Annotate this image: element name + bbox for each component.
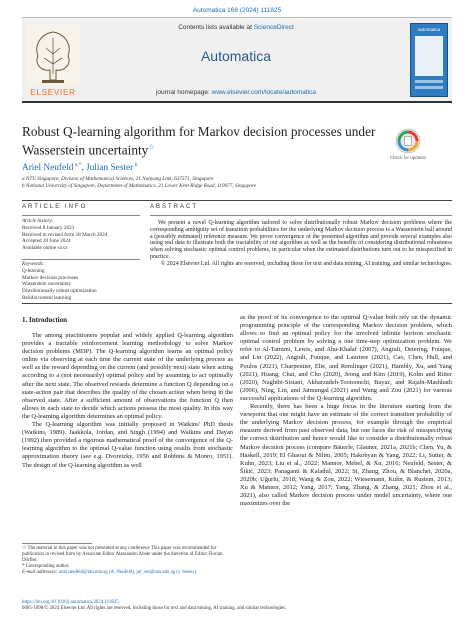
article-history: Article history: Received 8 January 2023 Received in revised form 18 March 2024 Accepted 20 June 2024 Available online xxxx — [22, 218, 140, 252]
journal-reference[interactable]: Automatica 168 (2024) 111825 — [192, 7, 282, 14]
abstract-text: We present a novel Q-learning algorithm tailored to solve distributionally robust Markov decision problems where the corresponding ambiguity set of transition probabilities for the underlying Markov decision process is a Wasserstein ball around a (possibly estimated) reference measure. We prove convergence of the presented algorithm and provide several examples also using real data to illustrate both the tractability of our algorithm as well as the benefits of considering distributional robustness when solving stochastic optimal control problems, in particular when the estimated distributions turn out to be misspecified in practice. — [150, 220, 452, 260]
intro-left-column — [22, 332, 233, 470]
cover-label: automatica — [417, 27, 440, 32]
history-item: Accepted 20 June 2024 — [22, 238, 71, 245]
elsevier-tree-logo — [26, 24, 80, 86]
author-1-marks: a,* — [73, 162, 82, 168]
affiliation-a: a NTU Singapore, Division of Mathematical Sciences, 21 Nanyang Link, 637371, Singapore — [22, 176, 214, 182]
keyword: Distributionally robust optimization — [22, 288, 97, 295]
keywords: Keywords: Q-learning Markov decision processes Wasserstein uncertainty Distributionally robust optimization Reinforcement learning — [22, 261, 140, 302]
divider — [22, 215, 140, 216]
check-for-updates-label[interactable]: Check for updates — [389, 155, 427, 160]
abstract-copyright: © 2024 Elsevier Ltd. All rights are reserved, including those for text and data mining, AI training, and similar technologies. — [160, 260, 452, 267]
email-links[interactable]: ariel.neufeld@ntu.edu.sg (A. Neufeld), jul_ses@nus.edu.sg (J. Sester). — [58, 570, 198, 576]
history-item: Received 8 January 2023 — [22, 224, 75, 231]
homepage-line: journal homepage: www.elsevier.com/locate/automatica — [155, 89, 317, 96]
contents-line: Contents lists available at ScienceDirect — [178, 24, 294, 31]
keyword: Markov decision processes — [22, 274, 79, 281]
journal-header — [22, 17, 452, 103]
paper-title — [22, 124, 382, 157]
affiliation-b: b National University of Singapore, Department of Mathematics, 21 Lower Kent Ridge Road, 119077, Singapore — [22, 183, 257, 189]
article-info-heading: ARTICLE INFO — [22, 204, 88, 210]
footnote-emails: E-mail addresses: ariel.neufeld@ntu.edu.sg (A. Neufeld), jul_ses@nus.edu.sg (J. Sester). — [22, 570, 198, 576]
title-footnote-mark[interactable]: ☆ — [148, 142, 155, 151]
intro-paragraph-3: as the proof of its convergence to the optimal Q-value both rely on the dynamic programming principle of the corresponding Markov decision problem, which allows to find an optimal policy for the involved infinite horizon stochastic optimal control problem by solving a one time-step optimization problem. We refer to Al-Tamimi, Lewis, and Abu-Khalaf (2007), Angiuli, Detering, Fouque, and Lin (2022), Angiuli, Fouque, and Lauriere (2021), Cao, Chen, Hull, and Poulos (2021), Charpentier, Elie, and Remlinger (2021), Hambly, Xu, and Yang (2021), Huang, Chai, and Cho (2020), Jeong and Kim (2019), Kolm and Ritter (2020), Naghibi-Sistani, Akbarzadeh-Tootoonchi, Bayaz, and Rajabi-Mashhadi (2006), Ning, Lin, and Jaimungal (2021) and Wang and Zou (2021) for various successful applications of the Q-learning algorithm. — [240, 314, 452, 402]
footnotes — [22, 546, 233, 576]
title-line-2: Wasserstein uncertainty — [22, 141, 149, 157]
footnote-conference: ☆ The material in this paper was not presented at any conference This paper was recommended for publication in revised form by Associate Editor Alessandro Abate under the direction of Editor Florian Dörfler. — [22, 546, 223, 564]
section-title-introduction: 1. Introduction — [22, 316, 67, 324]
rights-statement: 0005-1098/© 2024 Elsevier Ltd. All rights are reserved, including those for text and data mining, AI training, and similar technologies. — [22, 606, 287, 612]
divider — [22, 259, 140, 260]
sciencedirect-link[interactable]: ScienceDirect — [253, 24, 294, 31]
intro-paragraph-4: Recently, there has been a huge focus in the literature starting from the viewpoint that one might have an estimate of the correct transition probability of the underlying Markov decision process, for example through the empirical measure derived from past observed data, but one faces the risk of misspecifying the correct distribution and hence would like to consider a distributionally robust Markov decision process (compare Bäuerle, Glauner, 2021a, 2021b; Chen, Yu, & Haskell, 2019; El Ghaoui & Nilim, 2005; Hakobyan & Yang, 2022; Li, Sutter, & Kuhn, 2023; Liu et al., 2022; Mannor, Mebel, & Xu, 2016; Neufeld, Sester, & Šikić, 2023; Panaganti & Kalathil, 2022; Si, Zhang, Zhou, & Blanchet, 2020a, 2020b; Uğurlu, 2018; Wang & Zou, 2022; Wiesemann, Kuhn, & Rustem, 2013; Xu & Mannor, 2012; Yang, 2017; Yang, Zhang, & Zhang, 2021; Zhou et al., 2021), also called Markov decision process under model uncertainty, where one maximizes over the — [240, 403, 452, 508]
abstract-heading: ABSTRACT — [150, 204, 199, 210]
keyword: Reinforcement learning — [22, 294, 72, 301]
journal-cover-thumbnail — [410, 23, 448, 97]
history-item: Available online xxxx — [22, 245, 68, 252]
footnote-corresponding: * Corresponding author. — [22, 564, 70, 570]
divider — [150, 215, 452, 216]
intro-paragraph-2: The Q-learning algorithm was initially proposed in Watkins' PhD thesis (Watkins, 1989). Jaakkola, Jordan, and Singh (1994) and Watkins and Dayan (1992) then provided a rigorous mathematical proof of the convergence of the Q-learning algorithm to the optimal Q-value function using results from stochastic approximation theory (see e.g. Dvoretzky, 1956 and Robbins & Monro, 1951). The design of the Q-learning algorithm as well — [22, 421, 233, 469]
keyword: Q-learning — [22, 267, 45, 274]
title-line-1: Robust Q-learning algorithm for Markov decision processes under — [22, 124, 376, 139]
divider — [22, 303, 452, 304]
journal-homepage-link[interactable]: www.elsevier.com/locate/automatica — [211, 89, 317, 96]
abstract-body — [150, 220, 452, 268]
doi-link[interactable]: https://doi.org/10.1016/j.automatica.2024.111825 — [22, 600, 119, 605]
author-2-marks: b — [133, 162, 138, 168]
page-footer — [22, 600, 452, 612]
author-2[interactable]: Julian Sester — [85, 163, 134, 174]
footnote-divider — [22, 543, 92, 544]
author-line: Ariel Neufeld $^{a,*}$, Julian Sester $^b$ — [22, 162, 138, 174]
intro-paragraph-1: The among practitioners popular and widely applied Q-learning algorithm provides a tractable reinforcement learning methodology to solve Markov decision problems (MDP). The Q-learning algorithm learns an optimal policy online via observing at each time the current state of the underlying process as well as the reward depending on the current (and possibly next) state when acting according to a (not necessarily) optimal policy and by assuming to act optimally after the next state. The observed rewards determine a function Q depending on a state-action pair that describes the quality of the chosen action when being in the observed state. After a sufficient amount of observations the function Q then allows in each state to decide which actions possess the most quality. In this way the Q-learning algorithm determines an optimal policy. — [22, 332, 233, 420]
intro-right-column — [240, 314, 452, 508]
history-item: Received in revised form 18 March 2024 — [22, 231, 108, 238]
keyword: Wasserstein uncertainty — [22, 281, 72, 288]
check-for-updates-icon[interactable] — [395, 128, 421, 154]
divider — [22, 200, 452, 201]
journal-title: Automatica — [200, 48, 272, 64]
author-1[interactable]: Ariel Neufeld — [22, 163, 74, 174]
publisher-name: ELSEVIER — [30, 88, 76, 97]
